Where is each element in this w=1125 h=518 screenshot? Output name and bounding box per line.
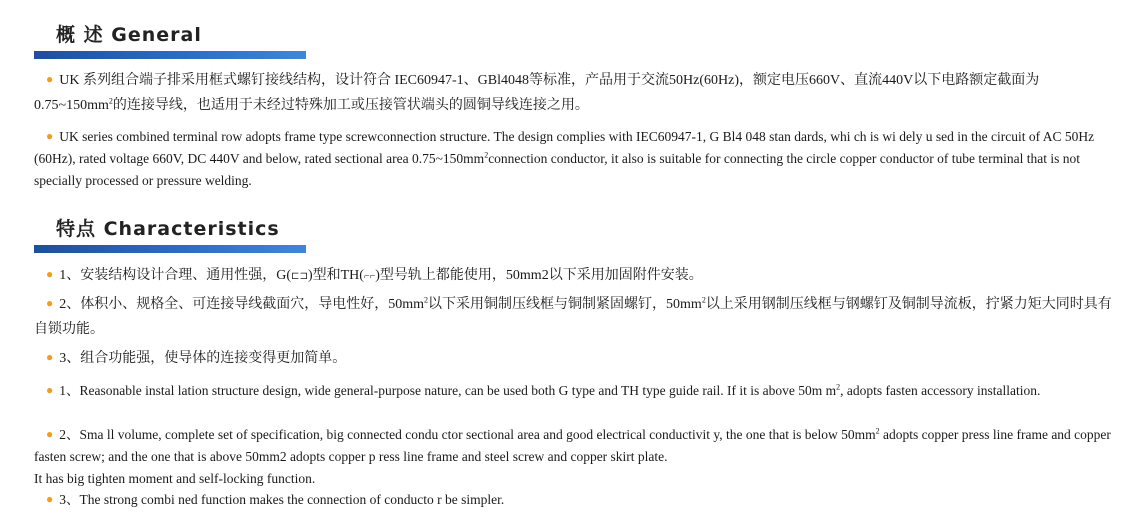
bullet-icon: ● [46,267,54,281]
th-rail-icon: ⌐⌐ [363,271,376,282]
bullet-icon: ● [46,383,54,397]
characteristics-en-item-2: ● 2、Sma ll volume, complete set of specification, big connected condu ctor sectional area and good electrical conductivit y, the one that is below $50mm^2$ adopts copper press line frame and copper fasten screw; and the one that is above 50mm2 adopts copper p ress line frame and steel screw and copper skirt plate. It has big tighten moment and self-locking function. [34,426,1111,486]
bullet-icon: ● [46,296,54,310]
characteristics-en-item-3: ● 3、The strong combi ned function makes the connection of conducto r be simpler. [46,492,505,507]
general-heading-bar [34,51,306,59]
characteristics-heading-bar [34,245,306,253]
general-section-heading [34,20,306,59]
characteristics-cn-item-2: ● 2、体积小、规格全、可连接导线截面穴，导电性好，$50mm^2$以下采用铜制压线框与铜制紧固螺钉，$50mm^2$以上采用钢制压线框与钢螺钉及铜制导流板，拧紧力矩大同时具有自锁功能。 [34,295,1112,337]
characteristics-cn-item-3: ● 3、组合功能强，使导体的连接变得更加简单。 [46,350,347,366]
general-en-paragraph: ● UK series combined terminal row adopts frame type screwconnection structure. The design complies with IEC60947-1, G Bl4 048 stan dards, whi ch is wi dely u sed in the circuit of AC 50Hz (60Hz), rated voltage 660V, DC 440V and below, rated sectional area $0.75\sim 150mm^2connection$ conductor, it also is suitable for connecting the circle copper conductor of tube terminal that is not specially processed or pressure welding. [34,129,1095,188]
bullet-icon: ● [46,350,54,364]
general-heading-title: 概 述 General [56,24,202,46]
general-cn-paragraph: ● UK 系列组合端子排采用框式螺钉接线结构，设计符合 IEC60947-1、GBl4048等标准，产品用于交流50Hz(60Hz)，额定电压660V、直流440V以下电路额定截面为$0.75\sim 150mm^2$的连接导线，也适用于未经过特殊加工或压接管状端头的圆铜导线连接之用。 [34,72,1040,113]
characteristics-heading-title: 特点 Characteristics [56,218,280,240]
bullet-icon: ● [46,129,54,143]
bullet-icon: ● [46,427,54,441]
characteristics-section-heading [34,214,306,253]
g-rail-icon: ⊏⊐ [291,271,308,282]
bullet-icon: ● [46,492,54,506]
characteristics-en-item-1: ● 1、Reasonable instal lation structure design, wide general-purpose nature, can be used both G type and TH type guide rail. If it is above 50m $m^2$, adopts fasten accessory installation. [46,382,1041,398]
characteristics-cn-item-1: ● 1、安装结构设计合理、通用性强，G(⊏⊐)型和TH(⌐⌐)型号轨上都能使用，50mm2以下采用加固附件安装。 [46,267,703,283]
bullet-icon: ● [46,72,54,86]
